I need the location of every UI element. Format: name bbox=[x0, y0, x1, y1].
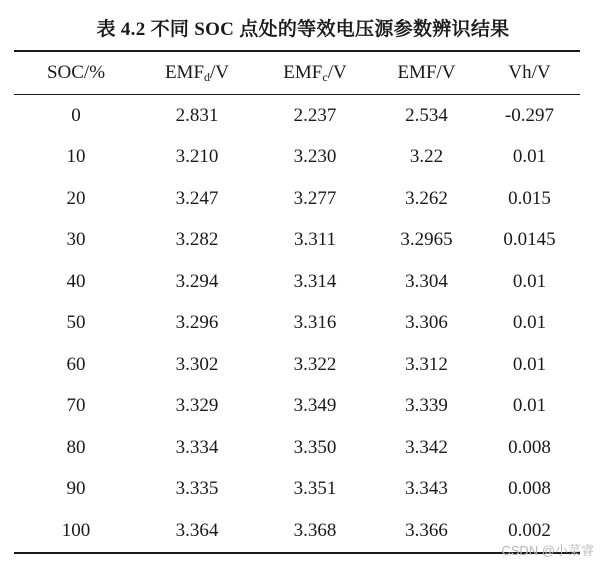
cell-emf-d: 3.247 bbox=[175, 187, 219, 209]
cell-emf-d: 3.329 bbox=[175, 395, 219, 417]
cell-soc: 10 bbox=[66, 146, 86, 168]
table-body bbox=[14, 95, 580, 553]
cell-emf-d: 3.335 bbox=[175, 478, 219, 500]
cell-emf: 3.339 bbox=[405, 395, 448, 417]
cell-emf: 3.306 bbox=[405, 312, 448, 334]
cell-soc: 50 bbox=[66, 312, 86, 334]
header-emf-d: $EMF_d/V$ bbox=[164, 62, 230, 84]
cell-emf-d: 2.831 bbox=[175, 104, 219, 126]
cell-emf: 3.22 bbox=[409, 146, 444, 168]
cell-soc: 30 bbox=[66, 229, 86, 251]
table-header bbox=[14, 51, 580, 95]
header-vh: Vh/V bbox=[508, 62, 551, 83]
cell-vh: 0.01 bbox=[512, 395, 547, 417]
cell-vh: 0.0145 bbox=[503, 229, 556, 251]
cell-emf: 3.343 bbox=[405, 478, 448, 500]
watermark-text: CSDN @小菜睿 bbox=[501, 543, 594, 558]
cell-vh: 0.002 bbox=[508, 519, 551, 541]
cell-emf-d: 3.282 bbox=[175, 229, 219, 251]
cell-emf-c: 3.314 bbox=[293, 270, 337, 292]
cell-soc: 20 bbox=[66, 187, 86, 209]
cell-emf-d: 3.210 bbox=[175, 146, 219, 168]
table-row bbox=[14, 261, 580, 303]
cell-emf: 3.304 bbox=[405, 270, 448, 292]
cell-emf-d: 3.294 bbox=[175, 270, 219, 292]
cell-emf: 3.262 bbox=[405, 187, 448, 209]
cell-emf-c: 3.311 bbox=[293, 229, 337, 251]
cell-soc: 100 bbox=[61, 519, 91, 541]
table-row bbox=[14, 386, 580, 428]
cell-emf: 3.312 bbox=[405, 353, 448, 375]
cell-emf-c: 3.350 bbox=[293, 436, 337, 458]
cell-emf-c: 2.237 bbox=[293, 104, 337, 126]
table-row bbox=[14, 95, 580, 137]
cell-vh: 0.008 bbox=[508, 478, 551, 500]
cell-emf-c: 3.351 bbox=[293, 478, 337, 500]
table-caption: 表 4.2 不同 SOC 点处的等效电压源参数辨识结果 bbox=[96, 19, 510, 40]
table-row bbox=[14, 220, 580, 262]
cell-soc: 40 bbox=[66, 270, 86, 292]
cell-emf: 3.366 bbox=[405, 519, 448, 541]
cell-vh: -0.297 bbox=[504, 104, 555, 126]
cell-soc: 80 bbox=[66, 436, 86, 458]
cell-emf-c: 3.316 bbox=[293, 312, 337, 334]
table-row bbox=[14, 510, 580, 553]
cell-vh: 0.01 bbox=[512, 312, 547, 334]
cell-emf-d: 3.302 bbox=[175, 353, 219, 375]
cell-vh: 0.01 bbox=[512, 270, 547, 292]
table-row bbox=[14, 137, 580, 179]
cell-vh: 0.015 bbox=[508, 187, 551, 209]
header-soc: SOC/% bbox=[46, 62, 106, 83]
cell-emf-c: 3.349 bbox=[293, 395, 337, 417]
cell-emf-d: 3.364 bbox=[175, 519, 219, 541]
table-row bbox=[14, 469, 580, 511]
header-emf-c: $EMF_c/V$ bbox=[283, 62, 347, 84]
cell-emf-c: 3.277 bbox=[293, 187, 337, 209]
cell-emf-d: 3.296 bbox=[175, 312, 219, 334]
cell-emf: 2.534 bbox=[405, 104, 448, 126]
header-emf: EMF/V bbox=[397, 62, 456, 83]
cell-emf: 3.342 bbox=[405, 436, 448, 458]
cell-soc: 0 bbox=[71, 104, 81, 126]
table-row bbox=[14, 178, 580, 220]
table-row bbox=[14, 427, 580, 469]
header-row bbox=[14, 51, 580, 95]
cell-emf-d: 3.334 bbox=[175, 436, 219, 458]
parameter-table bbox=[14, 50, 580, 554]
cell-emf-c: 3.368 bbox=[293, 519, 337, 541]
cell-emf: 3.2965 bbox=[400, 229, 453, 251]
data-table-container bbox=[14, 50, 580, 554]
cell-emf-c: 3.230 bbox=[293, 146, 337, 168]
cell-soc: 60 bbox=[66, 353, 86, 375]
cell-soc: 70 bbox=[66, 395, 86, 417]
cell-vh: 0.01 bbox=[512, 146, 547, 168]
table-row bbox=[14, 344, 580, 386]
cell-vh: 0.01 bbox=[512, 353, 547, 375]
cell-soc: 90 bbox=[66, 478, 86, 500]
cell-emf-c: 3.322 bbox=[293, 353, 337, 375]
cell-vh: 0.008 bbox=[508, 436, 551, 458]
table-row bbox=[14, 303, 580, 345]
